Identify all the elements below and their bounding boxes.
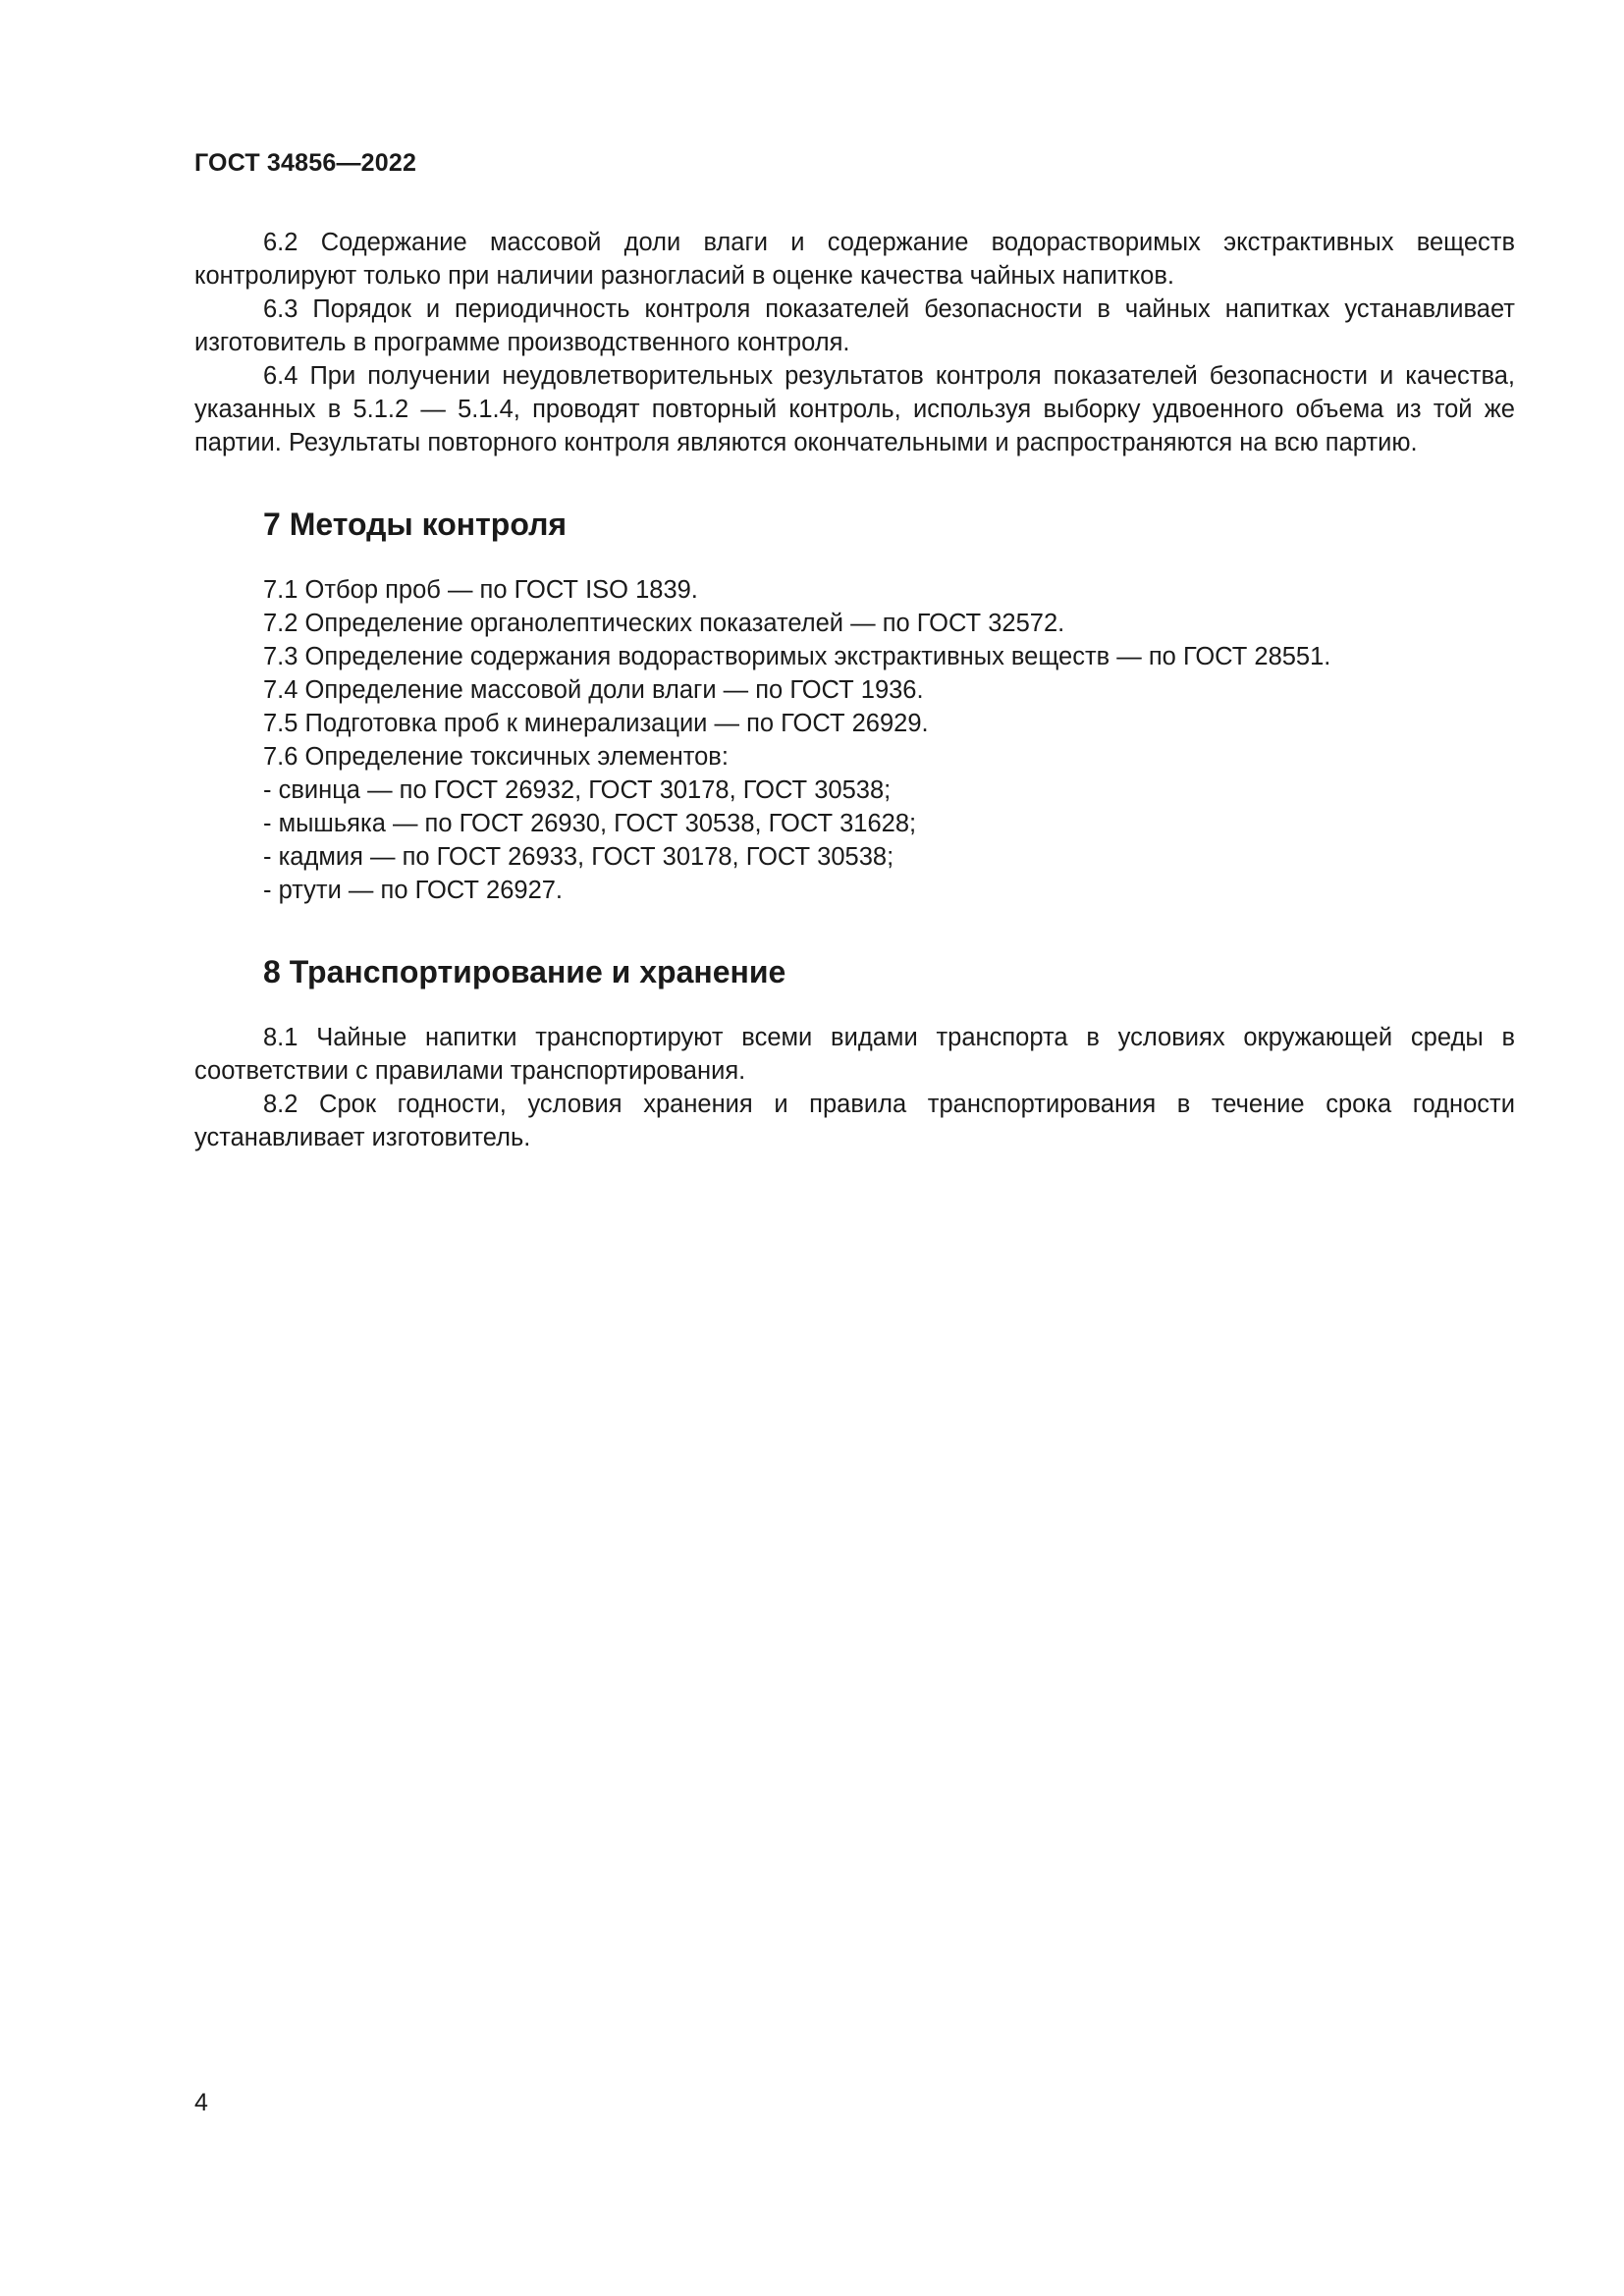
- item-7-1: 7.1 Отбор проб — по ГОСТ ISO 1839.: [263, 576, 698, 604]
- item-7-6: 7.6 Определение токсичных элементов:: [263, 743, 729, 771]
- list-item-cadmium: - кадмия — по ГОСТ 26933, ГОСТ 30178, ГОСТ 30538;: [263, 843, 894, 871]
- item-7-2: 7.2 Определение органолептических показателей — по ГОСТ 32572.: [263, 610, 1065, 637]
- paragraph-6-4: 6.4 При получении неудовлетворительных результатов контроля показателей безопасности и качества, указанных в 5.1.2 — 5.1.4, проводят повторный контроль, используя выборку удвоенного объема из той же партии. Результаты повторного контроля являются окончательными и распространяются на всю партию.: [194, 362, 1515, 456]
- paragraph-6-3: 6.3 Порядок и периодичность контроля показателей безопасности в чайных напитках устанавливает изготовитель в программе производственного контроля.: [194, 295, 1515, 356]
- item-7-5: 7.5 Подготовка проб к минерализации — по ГОСТ 26929.: [263, 710, 929, 737]
- list-item-lead: - свинца — по ГОСТ 26932, ГОСТ 30178, ГОСТ 30538;: [263, 776, 892, 804]
- item-7-4: 7.4 Определение массовой доли влаги — по ГОСТ 1936.: [263, 676, 924, 704]
- section-7-heading: 7 Методы контроля: [263, 507, 568, 542]
- list-item-arsenic: - мышьяка — по ГОСТ 26930, ГОСТ 30538, ГОСТ 31628;: [263, 810, 917, 837]
- list-item-mercury: - ртути — по ГОСТ 26927.: [263, 877, 564, 904]
- document-header: ГОСТ 34856—2022: [194, 149, 417, 177]
- page-number: 4: [194, 2089, 208, 2116]
- paragraph-6-2: 6.2 Содержание массовой доли влаги и содержание водорастворимых экстрактивных веществ контролируют только при наличии разногласий в оценке качества чайных напитков.: [194, 229, 1515, 290]
- paragraph-8-1: 8.1 Чайные напитки транспортируют всеми видами транспорта в условиях окружающей среды в соответствии с правилами транспортирования.: [194, 1024, 1515, 1085]
- paragraph-8-2: 8.2 Срок годности, условия хранения и правила транспортирования в течение срока годности устанавливает изготовитель.: [194, 1091, 1515, 1151]
- section-8-heading: 8 Транспортирование и хранение: [263, 954, 786, 989]
- item-7-3: 7.3 Определение содержания водорастворимых экстрактивных веществ — по ГОСТ 28551.: [263, 643, 1331, 670]
- document-body: [194, 226, 1515, 1154]
